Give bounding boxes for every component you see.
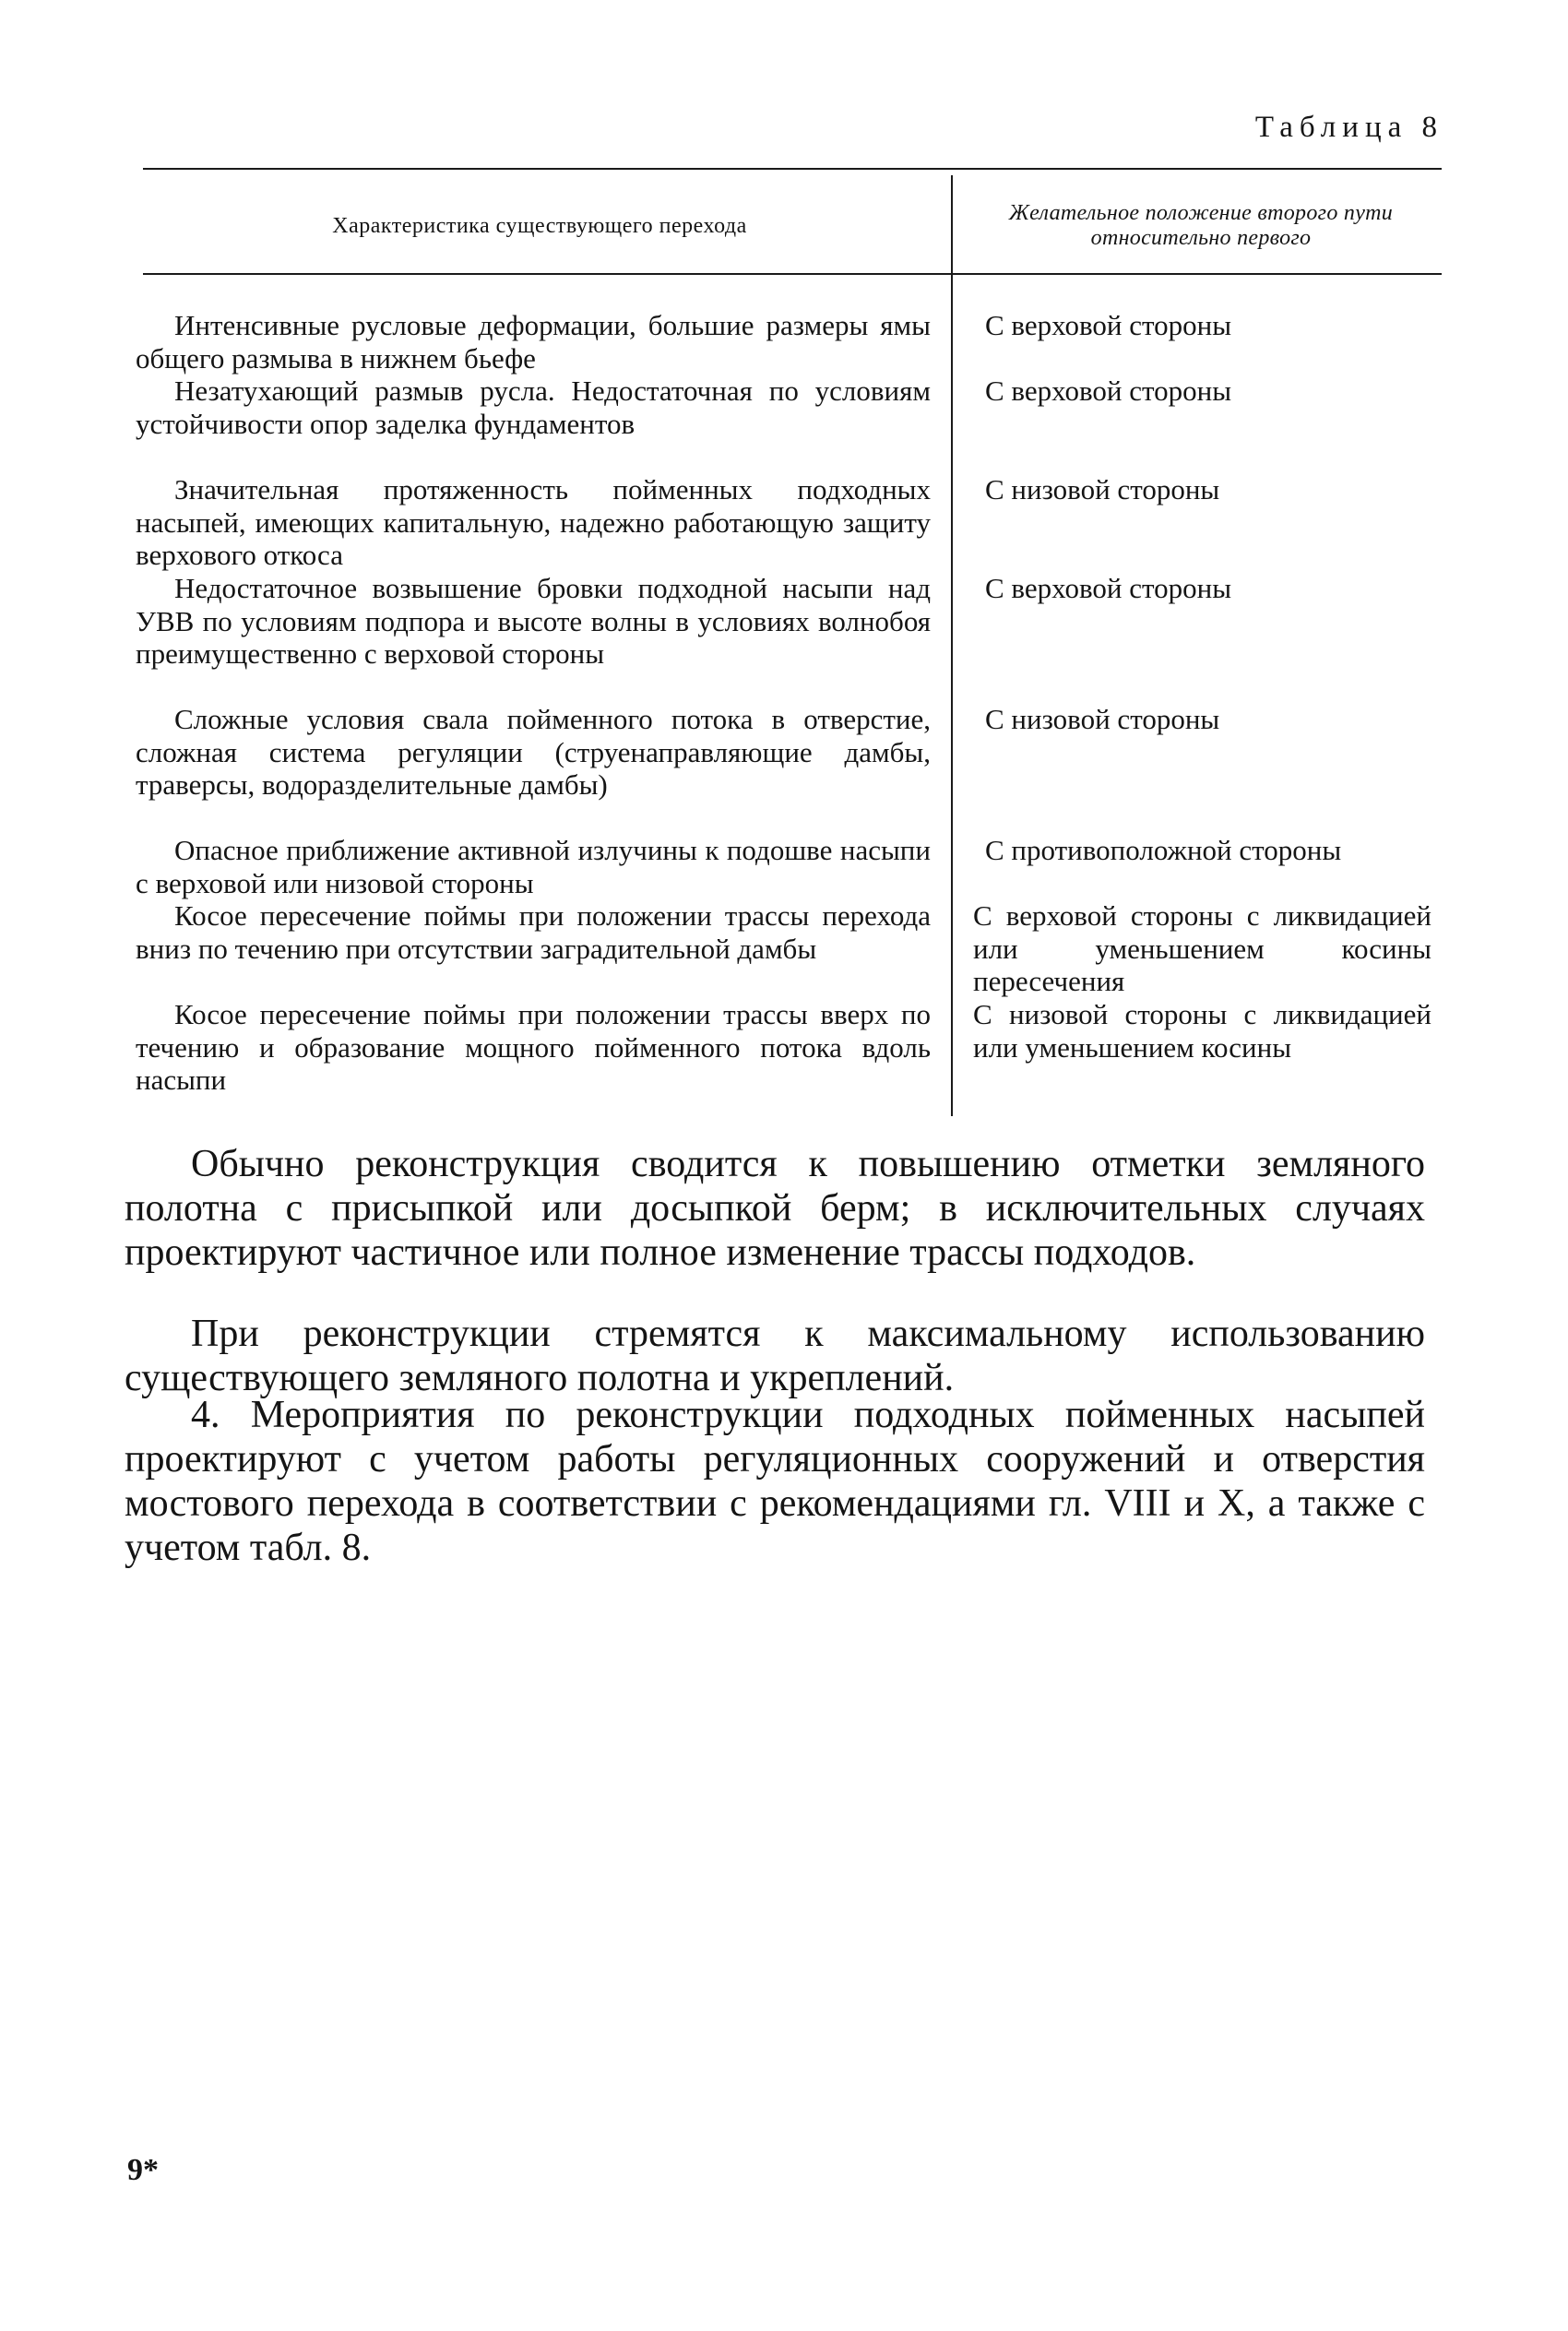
table-column-divider [951,175,953,1116]
table-row-2-position: С верховой стороны [985,375,1232,407]
table-row-7-characteristic: Косое пересечение поймы при положении трассы перехода вниз по течению при отсутствии заградительной дамбы [136,899,931,965]
table-row-6-characteristic: Опасное приближение активной излучины к подошве насыпи с верховой или низовой стороны [136,834,931,899]
body-paragraph-1: Обычно реконструкция сводится к повышению отметки земляного полотна с присыпкой или досыпкой берм; в исключительных случаях проектируют частичное или полное изменение трассы подходов. [125,1143,1425,1274]
table-row-7-position: С верховой стороны с ликвидацией или уменьшением косины пересечения [973,899,1431,997]
table-header-rule [143,273,1442,275]
table-row-3-characteristic: Значительная протяженность пойменных подходных насыпей, имеющих капитальную, надежно работающую защиту верхового откоса [136,473,931,571]
table-row-8-position: С низовой стороны с ликвидацией или уменьшением косины [973,998,1431,1064]
table-row-4-characteristic: Недостаточное возвышение бровки подходной насыпи над УВВ по условиям подпора и высоте волны в условиях волнобоя преимущественно с верховой стороны [136,572,931,670]
table-top-rule [143,168,1442,170]
table-caption: Таблица 8 [1254,111,1443,144]
table-row-8-characteristic: Косое пересечение поймы при положении трассы вверх по течению и образование мощного пойменного потока вдоль насыпи [136,998,931,1096]
body-paragraph-2: При реконструкции стремятся к максимальному использованию существующего земляного полотна и укреплений. [125,1313,1425,1399]
table-header-position: Желательное положение второго пути относительно первого [1008,201,1394,250]
page-number: 9* [127,2153,159,2187]
table-row-4-position: С верховой стороны [985,572,1232,604]
table-row-5-position: С низовой стороны [985,703,1220,735]
table-row-3-position: С низовой стороны [985,473,1220,505]
table-row-2-characteristic: Незатухающий размыв русла. Недостаточная по условиям устойчивости опор заделка фундаментов [136,375,931,440]
table-row-5-characteristic: Сложные условия свала пойменного потока в отверстие, сложная система регуляции (струенаправляющие дамбы, траверсы, водоразделительные дамбы) [136,703,931,801]
table-row-1-characteristic: Интенсивные русловые деформации, большие размеры ямы общего размыва в нижнем бьефе [136,309,931,375]
table-header-characteristic: Характеристика существующего перехода [332,213,747,238]
table-row-6-position: С противоположной стороны [985,834,1342,866]
table-row-1-position: С верховой стороны [985,309,1232,341]
body-paragraph-3: 4. Мероприятия по реконструкции подходных пойменных насыпей проектируют с учетом работы регуляционных сооружений и отверстия мостового перехода в соответствии с рекомендациями гл. VIII и X, а также с учетом табл. 8. [125,1394,1425,1569]
